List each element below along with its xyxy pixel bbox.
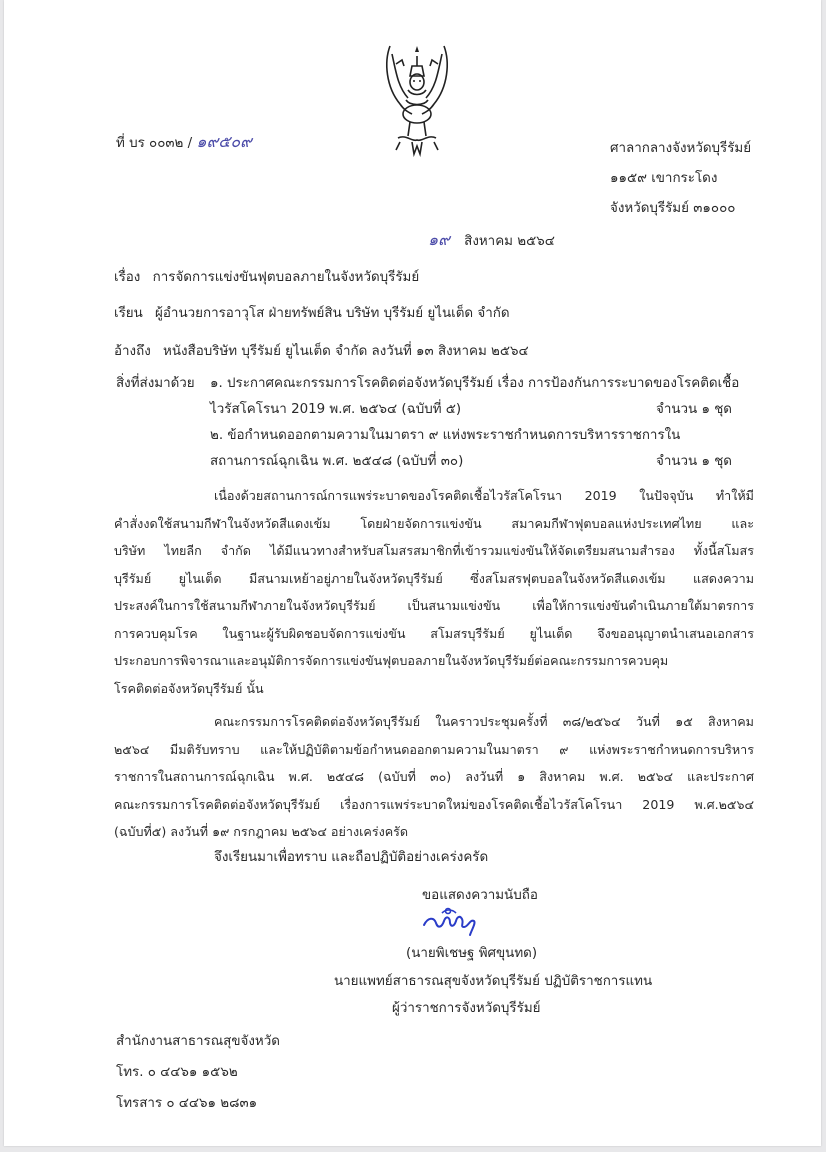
enclosure-1-line-1: ๑. ประกาศคณะกรรมการโรคติดต่อจังหวัดบุรีรัมย์ เรื่อง การป้องกันการระบาดของโรคติดเชื้อ — [210, 376, 740, 391]
document-number-prefix: ที่ บร ๐๐๓๒ / — [116, 136, 193, 151]
paragraph-2-line-4: คณะกรรมการโรคติดต่อจังหวัดบุรีรัมย์ เรื่องการแพร่ระบาดใหม่ของโรคติดเชื้อไวรัสโคโรนา 2019 พ.ศ.๒๕๖๔ — [114, 796, 754, 812]
address-line-3: จังหวัดบุรีรัมย์ ๓๑๐๐๐ — [610, 201, 736, 216]
paragraph-1-line-1: เนื่องด้วยสถานการณ์การแพร่ระบาดของโรคติดเชื้อไวรัสโคโรนา 2019 ในปัจจุบัน ทำให้มี — [214, 488, 754, 503]
footer-fax: โทรสาร ๐ ๔๔๖๑ ๒๘๓๑ — [116, 1096, 258, 1111]
paragraph-1-line-7: ประกอบการพิจารณาและอนุมัติการจัดการแข่งขันฟุตบอลภายในจังหวัดบุรีรัมย์ต่อคณะกรรมการควบคุม — [114, 653, 669, 668]
reference-text: หนังสือบริษัท บุรีรัมย์ ยูไนเต็ด จำกัด ลงวันที่ ๑๓ สิงหาคม ๒๕๖๔ — [163, 344, 529, 359]
sender-address — [610, 134, 751, 224]
enclosures-label: สิ่งที่ส่งมาด้วย — [116, 376, 195, 391]
date-month-year: สิงหาคม ๒๕๖๔ — [464, 234, 555, 249]
enclosure-2-line-2: สถานการณ์ฉุกเฉิน พ.ศ. ๒๕๔๘ (ฉบับที่ ๓๐) — [210, 454, 464, 469]
document-page — [4, 0, 821, 1146]
paragraph-1-line-4: บุรีรัมย์ ยูไนเต็ด มีสนามเหย้าอยู่ภายในจังหวัดบุรีรัมย์ ซึ่งสโมสรฟุตบอลในจังหวัดสีแดงเข้ม แสดงความ — [114, 570, 754, 586]
recipient-line — [114, 302, 510, 323]
signatory-position-line-1: นายแพทย์สาธารณสุขจังหวัดบุรีรัมย์ ปฏิบัติราชการแทน — [334, 974, 653, 989]
footer-phone: โทร. ๐ ๔๔๖๑ ๑๕๖๒ — [116, 1065, 238, 1080]
salutation: ขอแสดงความนับถือ — [422, 888, 538, 903]
paragraph-1-line-5: ประสงค์ในการใช้สนามกีฬาภายในจังหวัดบุรีรัมย์ เป็นสนามแข่งขัน เพื่อให้การแข่งขันดำเนินภายใต้มาตรการ — [114, 598, 754, 613]
paragraph-2-line-5: (ฉบับที่๕) ลงวันที่ ๑๙ กรกฎาคม ๒๕๖๔ อย่างเคร่งครัด — [114, 824, 409, 839]
handwritten-signature-icon — [420, 905, 480, 939]
reference-label: อ้างถึง — [114, 344, 151, 359]
subject-line — [114, 266, 419, 287]
paragraph-2-line-3: ราชการในสถานการณ์ฉุกเฉิน พ.ศ. ๒๕๔๘ (ฉบับที่ ๓๐) ลงวันที่ ๑ สิงหาคม พ.ศ. ๒๕๖๔ และประกาศ — [114, 769, 754, 784]
paragraph-1-line-6: การควบคุมโรค ในฐานะผู้รับผิดชอบจัดการแข่งขัน สโมสรบุรีรัมย์ ยูไนเต็ด จึงขออนุญาตนำเสนอเอกสาร — [114, 625, 754, 641]
address-line-1: ศาลากลางจังหวัดบุรีรัมย์ — [610, 141, 752, 156]
signatory-position-line-2: ผู้ว่าราชการจังหวัดบุรีรัมย์ — [392, 1001, 541, 1016]
date-day-handwritten: ๑๙ — [428, 230, 450, 249]
reference-line — [114, 340, 529, 361]
document-number — [116, 130, 252, 155]
address-line-2: ๑๑๕๙ เขากระโดง — [610, 171, 718, 186]
recipient-text: ผู้อำนวยการอาวุโส ฝ่ายทรัพย์สิน บริษัท บุรีรัมย์ ยูไนเต็ด จำกัด — [155, 306, 510, 321]
enclosure-1-quantity: จำนวน ๑ ชุด — [656, 402, 732, 417]
paragraph-1-line-3: บริษัท ไทยลีก จำกัด ได้มีแนวทางสำหรับสโมสรสมาชิกที่เข้ารวมแข่งขันให้จัดเตรียมสนามสำรอง ทั้งนี้สโมสร — [114, 543, 754, 558]
paragraph-1-line-2: คำสั่งงดใช้สนามกีฬาในจังหวัดสีแดงเข้ม โดยฝ่ายจัดการแข่งขัน สมาคมกีฬาฟุตบอลแห่งประเทศไทย และ — [114, 515, 754, 531]
body-paragraph-2 — [114, 708, 754, 846]
enclosure-2-line-1: ๒. ข้อกำหนดออกตามความในมาตรา ๙ แห่งพระราชกำหนดการบริหารราชการใน — [210, 428, 681, 443]
paragraph-2-line-1: คณะกรรมการโรคติดต่อจังหวัดบุรีรัมย์ ในคราวประชุมครั้งที่ ๓๘/๒๕๖๔ วันที่ ๑๕ สิงหาคม — [214, 714, 754, 729]
subject-text: การจัดการแข่งขันฟุตบอลภายในจังหวัดบุรีรัมย์ — [152, 270, 420, 285]
garuda-emblem-icon — [382, 42, 452, 162]
footer-contact — [116, 1026, 280, 1119]
enclosure-2-quantity: จำนวน ๑ ชุด — [656, 454, 732, 469]
signatory-name: (นายพิเชษฐ พิศขุนทด) — [406, 946, 538, 961]
body-paragraph-1 — [114, 482, 754, 702]
closing-line: จึงเรียนมาเพื่อทราบ และถือปฏิบัติอย่างเคร่งครัด — [214, 850, 489, 865]
recipient-label: เรียน — [114, 306, 143, 321]
subject-label: เรื่อง — [114, 270, 141, 285]
document-date — [428, 228, 555, 253]
paragraph-1-line-8: โรคติดต่อจังหวัดบุรีรัมย์ นั้น — [114, 680, 264, 696]
paragraph-2-line-2: ๒๕๖๔ มีมติรับทราบ และให้ปฏิบัติตามข้อกำหนดออกตามความในมาตรา ๙ แห่งพระราชกำหนดการบริหาร — [114, 741, 754, 757]
document-number-handwritten: ๑๙๕๐๙ — [196, 132, 252, 151]
footer-office: สำนักงานสาธารณสุขจังหวัด — [116, 1034, 280, 1049]
enclosure-1-line-2: ไวรัสโคโรนา 2019 พ.ศ. ๒๕๖๔ (ฉบับที่ ๕) — [210, 402, 462, 417]
